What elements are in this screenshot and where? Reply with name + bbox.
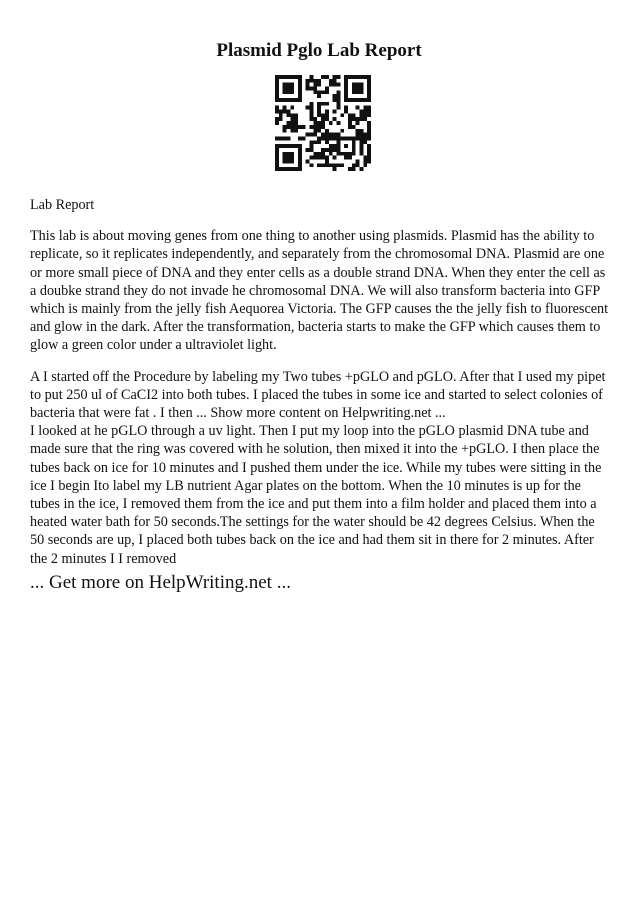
report-heading: Lab Report bbox=[30, 197, 95, 213]
intro-paragraph: This lab is about moving genes from one thing to another using plasmids. Plasmid has the ability to replicate, so it replicates independently, and separately from the chromosomal DNA. Plasmid are one or more small piece of DNA and they enter cells as a double strand DNA. When they enter the cell as a doubke strand they do not invade he chromosomal DNA. We will also transform bacteria into GFP which is mainly from the jelly fish Aequorea Victoria. The GFP causes the the jelly fish to fluorescent and glow in the dark. After the transformation, bacteria starts to make the GFP which causes them to glow a green color under a ultraviolet light. bbox=[30, 228, 609, 354]
qr-code-icon bbox=[275, 75, 371, 171]
report-body bbox=[30, 196, 610, 568]
procedure-continued-paragraph: I looked at he pGLO through a uv light. Then I put my loop into the pGLO plasmid DNA tube and made sure that the ring was covered with he solution, then mixed it into the +pGLO. I then place the tubes back on ice for 10 minutes and I pushed them under the ice. While my tubes were sitting in the ice I begin Ito label my LB nutrient Agar plates on the bottom. When the 10 minutes is up for the tubes in the ice, I removed them from the ice and put them into a film holder and placed them into a heated water bath for 50 seconds.The settings for the water should be 42 degrees Celsius. When the 50 seconds are up, I placed both tubes back on the ice and had them sit in there for 2 minutes. After the 2 minutes I I removed bbox=[30, 423, 602, 567]
page-title: Plasmid Pglo Lab Report bbox=[216, 40, 422, 61]
procedure-paragraph: A I started off the Procedure by labeling my Two tubes +pGLO and pGLO. After that I used my pipet to put 250 ul of CaCI2 into both tubes. I placed the tubes in some ice and started to select colonies of bacteria that were fat . I then ... Show more content on Helpwriting.net ... bbox=[30, 368, 606, 422]
get-more-link[interactable]: ... Get more on HelpWriting.net ... bbox=[30, 572, 291, 593]
